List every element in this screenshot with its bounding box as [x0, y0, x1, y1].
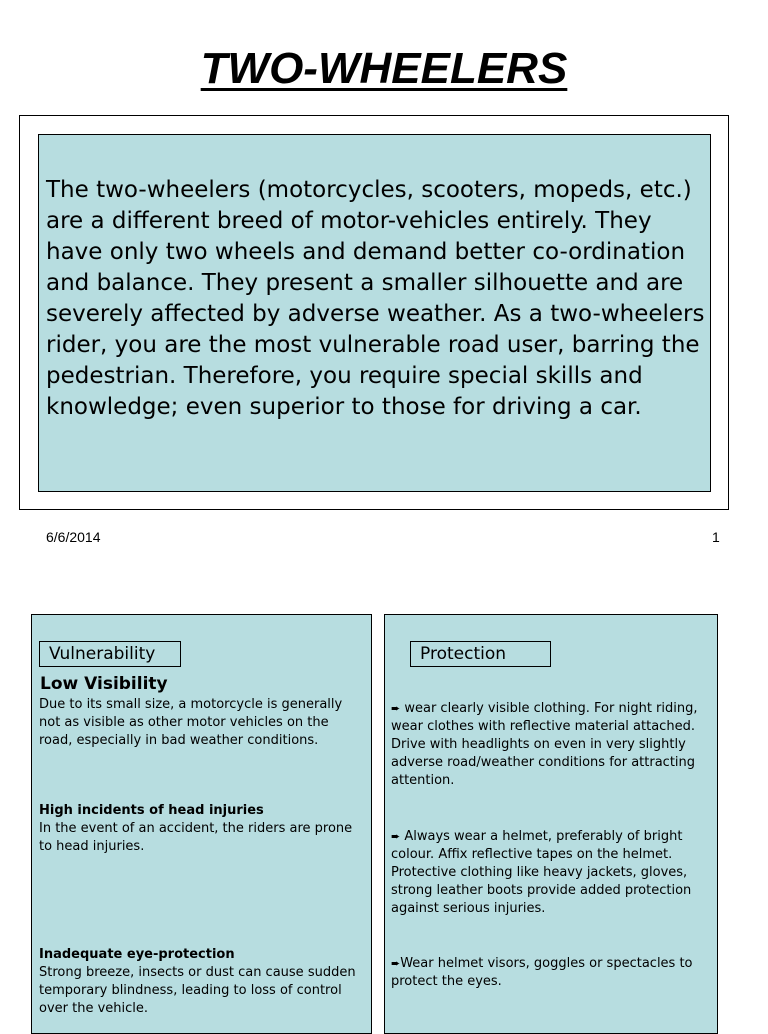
eye-protection-block	[39, 946, 359, 1018]
protection-panel	[384, 614, 718, 1034]
eye-protection-title: Inadequate eye-protection	[39, 947, 235, 962]
low-visibility-title: Low Visibility	[40, 674, 168, 694]
protection-heading: Protection	[410, 641, 551, 667]
footer-page-number: 1	[712, 529, 720, 545]
head-injuries-title: High incidents of head injuries	[39, 803, 264, 818]
protection-item-eyes	[391, 955, 711, 991]
protection-item-text: Wear helmet visors, goggles or spectacles to protect the eyes.	[391, 956, 693, 989]
intro-text: The two-wheelers (motorcycles, scooters, mopeds, etc.) are a different breed of motor-vehicles entirely. They have only two wheels and demand better co-ordination and balance. They present a smaller silhouette and are severely affected by adverse weather. As a two-wheelers rider, you are the most vulnerable road user, barring the pedestrian. Therefore, you require special skills and knowledge; even superior to those for driving a car.	[46, 177, 705, 420]
arrow-bullet-icon: ➨	[391, 830, 401, 843]
protection-item-text: Always wear a helmet, preferably of bright colour. Affix reflective tapes on the helmet. Protective clothing like heavy jackets, gloves, strong leather boots provide added protection against serious injuries.	[391, 829, 692, 916]
vulnerability-panel	[31, 614, 372, 1034]
head-injuries-block	[39, 802, 359, 856]
head-injuries-text: In the event of an accident, the riders are prone to head injuries.	[39, 821, 353, 854]
protection-item-text: wear clearly visible clothing. For night riding, wear clothes with reflective material attached. Drive with headlights on even in very slightly adverse road/weather conditions for attracting attention.	[391, 701, 698, 788]
footer-date: 6/6/2014	[46, 529, 101, 545]
arrow-bullet-icon: ➨	[391, 702, 401, 715]
eye-protection-text: Strong breeze, insects or dust can cause sudden temporary blindness, leading to loss of control over the vehicle.	[39, 965, 356, 1016]
arrow-bullet-icon: ➨	[391, 957, 401, 970]
intro-box	[38, 134, 711, 492]
low-visibility-text: Due to its small size, a motorcycle is generally not as visible as other motor vehicles on the road, especially in bad weather conditions.	[39, 697, 343, 748]
vulnerability-heading: Vulnerability	[39, 641, 181, 667]
protection-item-helmet	[391, 828, 711, 918]
page-title: TWO-WHEELERS	[200, 44, 568, 93]
protection-item-clothing	[391, 700, 711, 790]
